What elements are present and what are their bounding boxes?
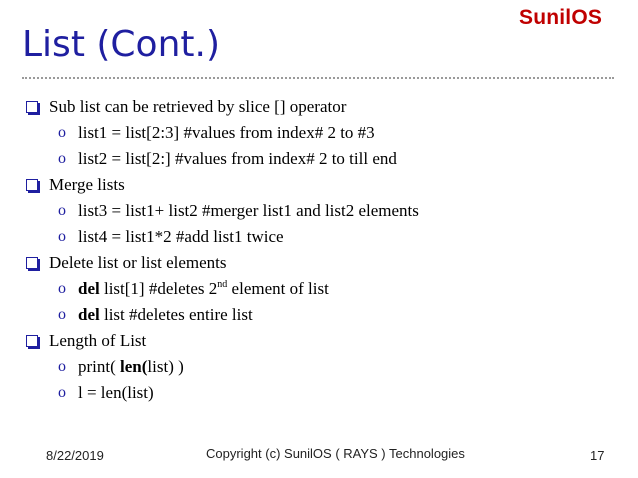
- keyword-del: del: [78, 305, 100, 324]
- code-text: print(: [78, 357, 121, 376]
- code-text: list) ): [147, 357, 184, 376]
- sub-bullet-text: [78, 278, 329, 300]
- footer-date: 8/22/2019: [46, 448, 104, 463]
- circle-bullet-icon: o: [58, 228, 66, 245]
- circle-bullet-icon: o: [58, 202, 66, 219]
- code-text: list[1] #deletes 2: [99, 279, 218, 298]
- keyword-len: len(: [120, 357, 148, 376]
- bullet-text: Merge lists: [49, 175, 125, 194]
- sub-bullet-text: list2 = list[2:] #values from index# 2 to till end: [78, 149, 397, 168]
- square-bullet-icon: [26, 335, 38, 347]
- bullet-text: Sub list can be retrieved by slice [] operator: [49, 97, 347, 116]
- sub-bullet-text: list4 = list1*2 #add list1 twice: [78, 227, 284, 246]
- bullet-text: Delete list or list elements: [49, 253, 227, 272]
- brand-logo: SunilOS: [519, 6, 603, 29]
- slide-title: List (Cont.): [22, 24, 220, 65]
- keyword-del: del: [78, 279, 100, 298]
- square-bullet-icon: [26, 101, 38, 113]
- title-divider: [22, 77, 614, 79]
- sub-bullet-text: [78, 304, 253, 326]
- sub-bullet-text: l = len(list): [78, 383, 154, 402]
- bullet-text: Length of List: [49, 331, 147, 350]
- sub-bullet-text: [78, 356, 184, 378]
- circle-bullet-icon: o: [58, 150, 66, 167]
- circle-bullet-icon: o: [58, 124, 66, 141]
- circle-bullet-icon: o: [58, 306, 66, 323]
- page-number: 17: [590, 448, 605, 463]
- sub-bullet-text: list3 = list1+ list2 #merger list1 and list2 elements: [78, 201, 419, 220]
- square-bullet-icon: [26, 179, 38, 191]
- code-text: list #deletes entire list: [99, 305, 253, 324]
- ordinal-suffix: nd: [217, 279, 228, 290]
- circle-bullet-icon: o: [58, 358, 66, 375]
- circle-bullet-icon: o: [58, 280, 66, 297]
- square-bullet-icon: [26, 257, 38, 269]
- footer-copyright: Copyright (c) SunilOS ( RAYS ) Technologies: [206, 446, 465, 461]
- code-text: element of list: [227, 279, 329, 298]
- sub-bullet-text: list1 = list[2:3] #values from index# 2 to #3: [78, 123, 375, 142]
- circle-bullet-icon: o: [58, 384, 66, 401]
